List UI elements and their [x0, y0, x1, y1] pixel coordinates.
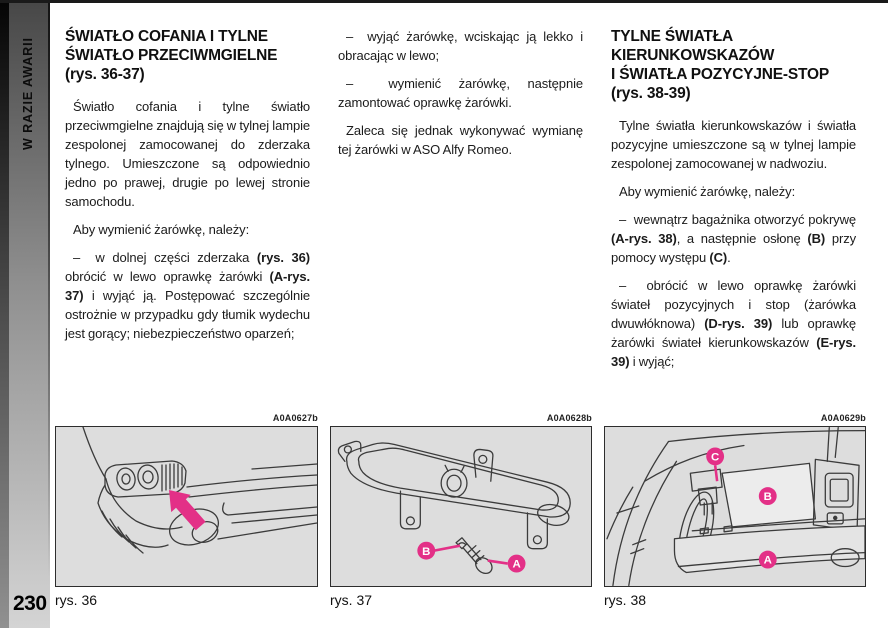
rear-bumper-lamp-drawing [56, 427, 317, 586]
paragraph: Tylne światła kierunkowskazów i światła pozycyjne umieszczone są w tylnej lampie zespolonej zamocowanej w nadwoziu. [611, 118, 856, 171]
sidebar-divider [48, 0, 50, 628]
paragraph-bullet: – wyjąć żarówkę, wciskając ją lekko i obracając w lewo; [338, 29, 583, 63]
svg-text:B: B [422, 545, 431, 558]
svg-text:A: A [763, 554, 772, 567]
figure-illustration-box [604, 426, 866, 587]
svg-text:C: C [711, 451, 720, 464]
lamp-housing-bulb-drawing [331, 427, 591, 586]
label-c-connector [715, 465, 717, 481]
label-b-connector [434, 546, 460, 551]
paragraph: Światło cofania i tylne światło przeciwmgielne znajdują się w tylnej lampie zespolonej zamocowanej do zderzaka tylnego. Umieszczone są odpowiednio jedno po prawej, drugie po lewej stronie samochodu. [65, 99, 310, 209]
figure-code: A0A0629b [820, 413, 866, 423]
section-heading: ŚWIATŁO COFANIA I TYLNE ŚWIATŁO PRZECIWMGIELNE (rys. 36-37) [65, 28, 278, 83]
paragraph-bullet: – wewnątrz bagażnika otworzyć pokrywę (A-rys. 38), a następnie osłonę (B) przy pomocy występu (C). [611, 212, 856, 265]
svg-text:B: B [763, 491, 772, 504]
paragraph: Aby wymienić żarówkę, należy: [619, 184, 796, 199]
paragraph-bullet: – wymienić żarówkę, następnie zamontować oprawkę żarówki. [338, 76, 583, 110]
page-number: 230 [13, 592, 47, 615]
column-reversing-fog-light [65, 27, 310, 380]
label-c-badge [706, 447, 724, 465]
sidebar-edge-strip [0, 0, 9, 628]
figure-illustration-box [55, 426, 318, 587]
paragraph: Aby wymienić żarówkę, należy: [73, 222, 250, 237]
svg-text:A: A [512, 558, 521, 571]
sidebar [0, 0, 50, 628]
figure-caption: rys. 36 [55, 592, 98, 608]
figure-caption: rys. 37 [330, 592, 373, 608]
figure-code: A0A0628b [546, 413, 592, 423]
paragraph: Zaleca się jednak wykonywać wymianę tej żarówki w ASO Alfy Romeo. [338, 123, 583, 157]
page-text-area [65, 27, 866, 380]
sidebar-chapter-label: W RAZIE AWARII [21, 37, 35, 150]
figure-rys-37 [330, 413, 592, 608]
figure-code: A0A0627b [272, 413, 318, 423]
figure-rys-38 [604, 413, 866, 608]
label-a-badge [508, 555, 526, 573]
label-a-badge [759, 551, 777, 569]
label-b-badge [759, 487, 777, 505]
figure-rys-36 [55, 413, 318, 608]
column-bulb-replacement-steps [338, 27, 583, 380]
figure-illustration-box [330, 426, 592, 587]
paragraph-bullet: – w dolnej części zderzaka (rys. 36) obrócić w lewo oprawkę żarówki (A-rys. 37) i wyjąć ją. Postępować szczególnie ostrożnie w przypadku gdy tłumik wydechu jest gorący; niebezpieczeństwo oparzeń; [65, 250, 310, 341]
column-rear-indicator-stop-lights [611, 27, 856, 380]
paragraph-bullet: – obrócić w lewo oprawkę żarówki świateł pozycyjnych i stop (żarówka dwuwłóknowa) (D-rys. 39) lub oprawkę żarówki świateł kierunkowskazów (E-rys. 39) i wyjąć; [611, 278, 856, 369]
label-b-badge [417, 542, 435, 560]
boot-interior-drawing [605, 427, 865, 586]
page-top-rule [0, 0, 888, 3]
section-heading: TYLNE ŚWIATŁA KIERUNKOWSKAZÓW I ŚWIATŁA POZYCYJNE-STOP (rys. 38-39) [611, 28, 829, 102]
figure-caption: rys. 38 [604, 592, 647, 608]
